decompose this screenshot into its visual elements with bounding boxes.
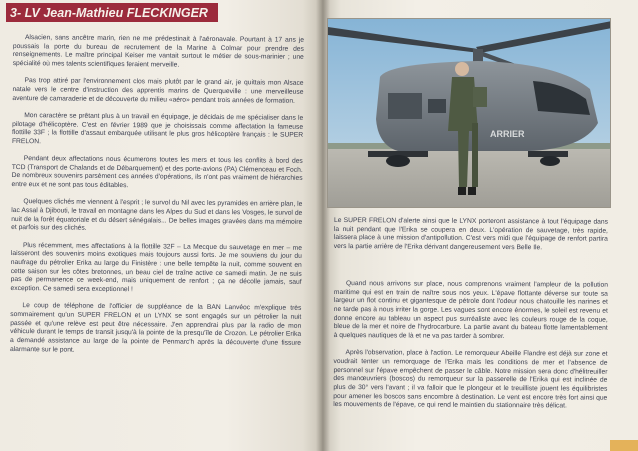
pilot-head (455, 62, 469, 76)
paragraph: Alsacien, sans ancêtre marin, rien ne me prédestinait à l'aéronavale. Pourtant à 17 ans je poussais la porte du bureau de recrutement de la Marine à Colmar pour prendre des renseignements. Le maître principal Keiser me vantait surtout le métier de sous-marinier ; une spécialité où mes talents scientifiques feraient merveille. (12, 34, 304, 69)
chapter-title: 3- LV Jean-Mathieu FLECKINGER (6, 3, 218, 22)
helicopter-photo (327, 18, 611, 208)
pilot-leg (472, 123, 478, 187)
paragraph: Mon caractère se prêtant plus à un travail en équipage, je décidais de me spécialiser dans le pilotage d'hélicoptère. C'est en février 1989 que je choisissais comme affectation la fameuse flottille 33F ; la flottille d'assaut embarquée utilisant le plus gros hélicoptère français : le SUPER FRELON. (11, 111, 304, 146)
page-edge-tab (610, 440, 638, 451)
landing-gear-right (528, 151, 568, 157)
paragraph: Quand nous arrivons sur place, nous comprenons vraiment l'ampleur de la pollution maritime qui est en train de naître sous nos yeux. L'épave flottante déverse sur toute sa largeur un flot continu et gigantesque de pétrole dont l'odeur nous chatouille les narines et ne tarde pas à nous irriter la gorge. Les vagues sont encore énormes, le soleil est revenu et donne encore au tableau un aspect pus surréaliste avec les couleurs rouge de la coque, bleue de la mer et noire de l'hydrocarbure. La partie avant du bateau flotte lamentablement à quelques nautiques de là et ne va pas tarder à sombrer. (333, 280, 608, 340)
left-text-column (10, 34, 304, 357)
cabin-door (388, 93, 422, 119)
paragraph: Le coup de téléphone de l'officier de suppléance de la BAN Lanvéoc m'explique très sommairement qu'un SUPER FRELON et un LYNX se sont engagés sur un pétrolier la nuit passée et qu'une relève est peut être nécessaire. J'en apprendrai plus par la radio de mon véhicule durant le temps de transit jusqu'à la pointe de la presqu'île de Crozon. Le pétrolier Erika a demandé assistance au large de la pointe de Penmarc'h après la découverte d'une fissure alarmante sur le pont. (9, 302, 302, 354)
cabin-window (428, 99, 446, 113)
photo-caption: Le SUPER FRELON d'alerte ainsi que le LYNX porteront assistance à tout l'équipage dans la nuit pendant que l'Erika se coupera en deux. L'opération de sauvetage, très rapide, laissera place à une mission d'antipollution. C'est vers midi que l'équipage de renfort partira vers la partie arrière de l'Erika dérivant dangereusement vers Belle Ile. (333, 217, 608, 252)
right-text-column (333, 280, 608, 411)
paragraph: Quelques clichés me viennent à l'esprit ; le survol du Nil avec les pyramides en arrière plan, le lac Assal à Djibouti, le travail en montagne dans les Alpes du Sud et dans les Vosges, le survol de nuit de la forêt équatoriale et du désert sénégalais... De belles images gravées dans ma mémoire et parfois sur des clichés. (11, 198, 303, 233)
pilot-arm (473, 87, 487, 107)
photo-illustration (328, 19, 611, 208)
wheel-left (386, 155, 410, 167)
paragraph: Pas trop attiré par l'environnement clos mais plutôt par le grand air, je quittais mon Alsace natale vers le centre d'instruction des apprentis marins de Querqueville : une merveilleuse aventure de camaraderie et de découverte du milieu «aéro» pendant trois années de formation. (12, 77, 304, 105)
paragraph: Après l'observation, place à l'action. Le remorqueur Abeille Flandre est déjà sur zone et voudrait tenter un remorquage de l'Erika mais les conditions de mer et l'absence de personnel sur l'épave empêchent de passer le câble. Notre mission sera donc d'hélitreuiller des manœuvriers (boscos) du remorqueur sur la passerelle de l'Erika qui est inclinée de plus de 30° vers l'avant ; il va falloir que le plongeur et le treuilliste jouent les équilibristes pour amener les boscos sans encombre à destination. Le vent est encore très fort ainsi que les mouvements de l'épave, ce qui rend le maintien du stationnaire très délicat. (333, 349, 608, 410)
pilot-boot (458, 187, 466, 195)
hull-marking: ARRIER (490, 129, 525, 139)
paragraph: Pendant deux affectations nous écumerons toutes les mers et tous les conflits à bord des TCD (Transport de Chalands et de Débarquement) et des porte-avions (PA) Clémenceau et Foch. De nombreux souvenirs parsèment ces années d'opérations, ils n'ont pas vraiment de hiérarchies entre eux et ne sont pas tous éditables. (11, 155, 303, 190)
paragraph: Plus récemment, mes affectations à la flottille 32F – La Mecque du sauvetage en mer – me laisseront des souvenirs moins exotiques mais toujours aussi forts. Je me souviens du jour du naufrage du pétrolier Erika au large du Finistère : une belle tempête la nuit, comme souvent en cette saison sur les côtes bretonnes, un beau ciel de traîne active ce samedi matin. Je ne suis pas de permanence ce week-end, mais uniquement de renfort ; ça ne décolle jamais, sauf exception. Ce samedi sera exceptionnel ! (10, 241, 302, 294)
rotor-mast (473, 49, 483, 63)
pilot-boot (468, 187, 476, 195)
wheel-right (540, 156, 560, 166)
